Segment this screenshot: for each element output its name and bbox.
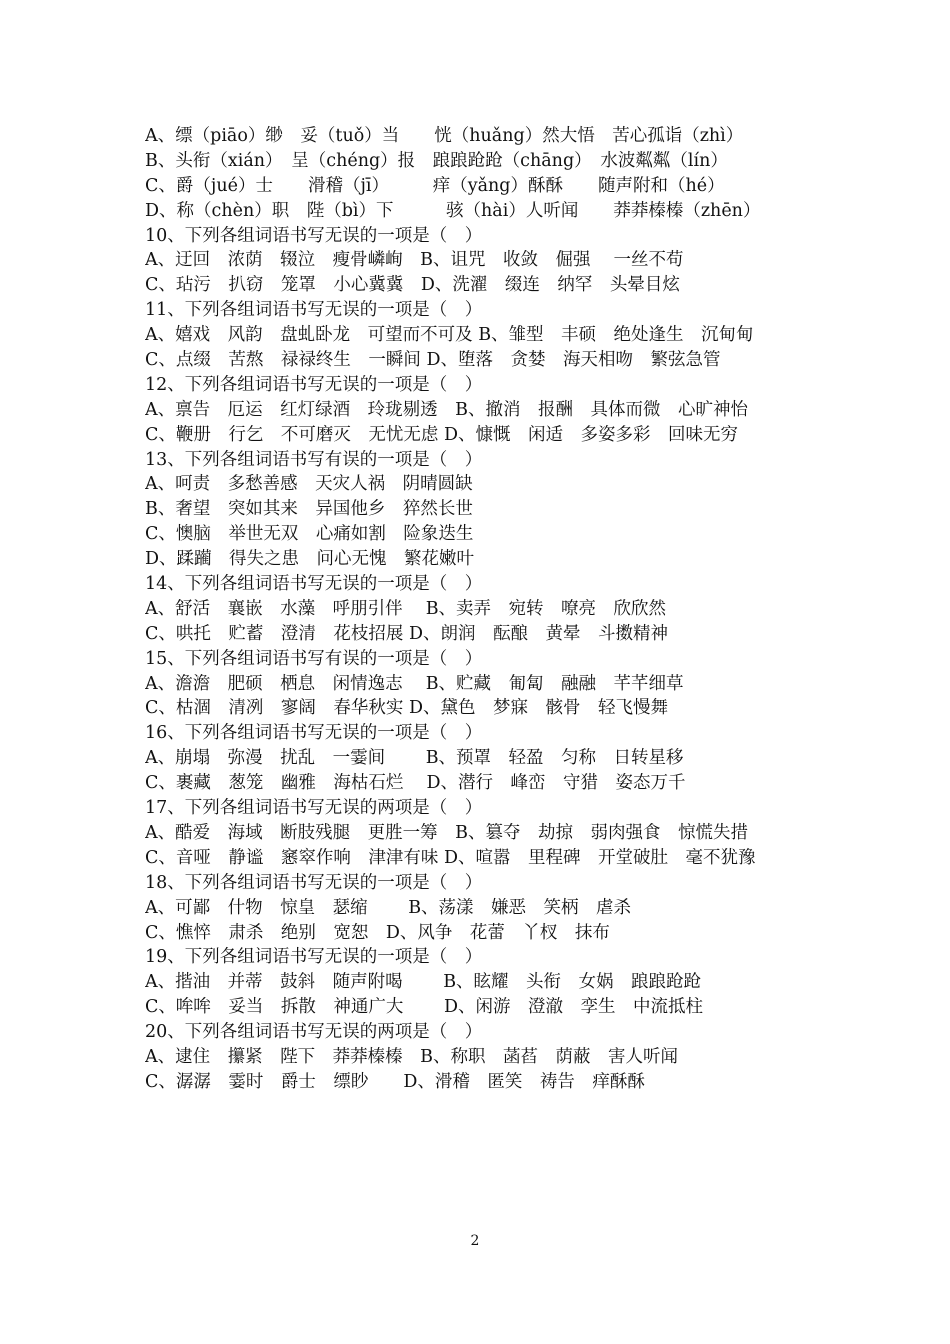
text-line: 13、下列各组词语书写有误的一项是（ ） (145, 449, 483, 470)
text-line: A、可鄙 什物 惊皇 瑟缩 B、荡漾 嫌恶 笑柄 虐杀 (145, 897, 632, 918)
text-line: 17、下列各组词语书写无误的两项是（ ） (145, 798, 483, 819)
text-line: A、逮住 攥紧 陛下 莽莽榛榛 B、称职 菡萏 荫蔽 害人听闻 (145, 1046, 678, 1067)
text-line: D、蹂躏 得失之患 问心无愧 繁花嫩叶 (145, 549, 475, 570)
text-line: C、音哑 静谧 窸窣作响 津津有味 D、喧嚣 里程碑 开堂破肚 毫不犹豫 (145, 847, 756, 868)
page-number: 2 (470, 1233, 480, 1249)
text-line: C、爵（jué）士 滑稽（jī） 痒（yǎng）酥酥 随声附和（hé） (145, 175, 725, 196)
text-line: C、玷污 扒窃 笼罩 小心冀冀 D、洗濯 缀连 纳罕 头晕目炫 (145, 275, 680, 296)
text-line: A、嬉戏 风韵 盘虬卧龙 可望而不可及 B、雏型 丰硕 绝处逢生 沉甸甸 (145, 325, 754, 346)
text-line: B、头衔（xián） 呈（chéng）报 踉踉跄跄（chāng） 水波粼粼（lín） (145, 150, 728, 171)
text-line: C、憔悴 肃杀 绝别 宽恕 D、风争 花蕾 丫杈 抹布 (145, 922, 610, 943)
text-line: 11、下列各组词语书写无误的一项是（ ） (145, 300, 483, 321)
text-line: B、奢望 突如其来 异国他乡 猝然长世 (145, 499, 473, 520)
text-line: 18、下列各组词语书写无误的一项是（ ） (145, 872, 483, 893)
text-line: C、哞哞 妥当 拆散 神通广大 D、闲游 澄澈 孪生 中流抵柱 (145, 997, 703, 1018)
text-line: A、澹澹 肥硕 栖息 闲情逸志 B、贮藏 匍匐 融融 芊芊细草 (145, 673, 684, 694)
question-list (145, 124, 845, 1095)
text-line: 16、下列各组词语书写无误的一项是（ ） (145, 723, 483, 744)
text-line: A、呵责 多愁善感 天灾人祸 阴晴圆缺 (145, 474, 473, 495)
text-line: A、禀告 厄运 红灯绿酒 玲珑剔透 B、撤消 报酬 具体而微 心旷神怡 (145, 399, 748, 420)
text-line: A、舒活 襄嵌 水藻 呼朋引伴 B、卖弄 宛转 嘹亮 欣欣然 (145, 598, 667, 619)
text-line: A、揩油 并蒂 鼓斜 随声附喝 B、眩耀 头衔 女娲 踉踉跄跄 (145, 972, 702, 993)
text-line: C、点缀 苦熬 禄禄终生 一瞬间 D、堕落 贪婪 海天相吻 繁弦急管 (145, 350, 721, 371)
text-line: 14、下列各组词语书写无误的一项是（ ） (145, 574, 483, 595)
text-line: C、哄托 贮蓄 澄清 花枝招展 D、朗润 酝酿 黄晕 斗擞精神 (145, 623, 668, 644)
text-line: A、迂回 浓荫 辍泣 瘦骨嶙峋 B、诅咒 收敛 倔强 一丝不苟 (145, 250, 684, 271)
text-line: D、称（chèn）职 陛（bì）下 骇（hài）人听闻 莽莽榛榛（zhēn） (145, 200, 761, 221)
text-line: C、潺潺 霎时 爵士 缥眇 D、滑稽 匿笑 祷告 痒酥酥 (145, 1071, 645, 1092)
text-line: A、崩塌 弥漫 扰乱 一霎间 B、预罩 轻盈 匀称 日转星移 (145, 748, 684, 769)
text-line: 19、下列各组词语书写无误的一项是（ ） (145, 947, 483, 968)
text-line: A、缥（piāo）缈 妥（tuǒ）当 恍（huǎng）然大悟 苦心孤诣（zhì） (145, 126, 744, 146)
text-line: C、懊脑 举世无双 心痛如割 险象迭生 (145, 524, 474, 545)
text-line: 20、下列各组词语书写无误的两项是（ ） (145, 1022, 483, 1043)
text-line: 12、下列各组词语书写无误的一项是（ ） (145, 374, 483, 395)
text-line: C、鞭册 行乞 不可磨灭 无忧无虑 D、慷慨 闲适 多姿多彩 回味无穷 (145, 424, 738, 445)
text-line: C、裹藏 葱笼 幽雅 海枯石烂 D、潜行 峰峦 守猎 姿态万千 (145, 773, 686, 794)
text-line: A、酷爱 海域 断肢残腿 更胜一筹 B、篡夺 劫掠 弱肉强食 惊慌失措 (145, 822, 748, 843)
text-line: 15、下列各组词语书写有误的一项是（ ） (145, 648, 483, 669)
text-line: C、枯涸 清冽 寥阔 春华秋实 D、黛色 梦寐 骸骨 轻飞慢舞 (145, 698, 668, 719)
text-line: 10、下列各组词语书写无误的一项是（ ） (145, 225, 483, 246)
